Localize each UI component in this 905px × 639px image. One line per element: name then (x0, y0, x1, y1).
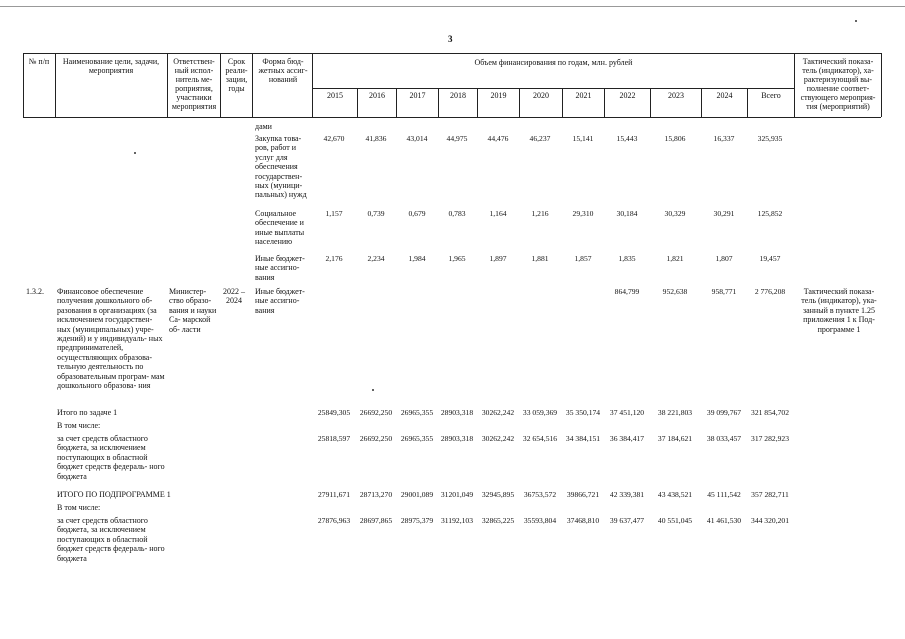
year-value: 43,014 (406, 134, 428, 143)
header-indicator: Тактический показа- тель (индикатор), ха- рактеризующий вы- полнение соответ- ствующего мероприя- тия (мероприятий) (800, 57, 876, 111)
year-value: 26692,250 (359, 408, 393, 417)
page-number: 3 (448, 34, 453, 44)
header-responsible: Ответствен- ный испол- нитель ме- роприятия, участники мероприятия (171, 57, 217, 111)
year-value: 26965,355 (400, 434, 434, 443)
year-value: 1,857 (574, 254, 592, 263)
header-financing: Объем финансирования по годам, млн. рублей (474, 58, 633, 67)
year-value: 37468,810 (566, 516, 600, 525)
header-year: 2022 (619, 91, 636, 100)
year-value: 44,975 (446, 134, 468, 143)
header-year: 2016 (369, 91, 385, 100)
year-value: 28713,270 (359, 490, 393, 499)
total-value: 19,457 (759, 254, 781, 263)
year-value: 1,164 (489, 209, 507, 218)
year-value: 1,216 (531, 209, 549, 218)
header-year: 2019 (490, 91, 507, 100)
year-value: 35593,804 (523, 516, 557, 525)
year-value: 2,176 (325, 254, 343, 263)
year-value: 40 551,045 (657, 516, 693, 525)
header-num: № п/п (28, 57, 50, 66)
year-value: 30,184 (616, 209, 638, 218)
year-value: 16,337 (713, 134, 735, 143)
header-year: 2020 (533, 91, 549, 100)
year-value: 28697,865 (359, 516, 393, 525)
year-value: 952,638 (662, 287, 688, 296)
year-value: 38 033,457 (706, 434, 742, 443)
scan-speck (134, 152, 136, 154)
year-value: 25849,305 (317, 408, 351, 417)
year-value: 42,670 (323, 134, 345, 143)
year-value: 32 654,516 (522, 434, 558, 443)
header-year: 2021 (575, 91, 592, 100)
year-value: 45 111,542 (707, 490, 741, 499)
year-value: 1,881 (531, 254, 549, 263)
year-value: 28975,379 (400, 516, 434, 525)
total-value: 317 282,923 (751, 434, 789, 443)
scan-speck (372, 389, 374, 391)
year-value: 25818,597 (317, 434, 351, 443)
total-value: 325,935 (757, 134, 783, 143)
header-year: 2018 (450, 91, 466, 100)
year-value: 15,443 (616, 134, 638, 143)
year-value: 0,739 (367, 209, 385, 218)
year-value: 1,807 (715, 254, 733, 263)
year-value: 38 221,803 (657, 408, 693, 417)
year-value: 46,237 (529, 134, 551, 143)
year-value: 41,836 (365, 134, 387, 143)
year-value: 36 384,417 (609, 434, 645, 443)
year-value: 15,141 (572, 134, 594, 143)
subtotal-label: за счет средств областного бюджета, за исключением поступающих в областной бюджет средств федераль- ного бюджета (57, 516, 165, 563)
header-year: 2023 (668, 91, 684, 100)
year-value: 1,897 (489, 254, 507, 263)
header-term: Срок реали- зации, годы (225, 57, 248, 93)
year-value: 1,821 (666, 254, 684, 263)
year-value: 30262,242 (481, 434, 515, 443)
year-value: 28903,318 (440, 408, 474, 417)
subtotal-label: за счет средств областного бюджета, за исключением поступающих в областной бюджет средств федераль- ного бюджета (57, 434, 165, 481)
year-value: 15,806 (664, 134, 686, 143)
year-value: 864,799 (614, 287, 640, 296)
year-value: 28903,318 (440, 434, 474, 443)
total-value: 125,852 (757, 209, 783, 218)
header-year: 2015 (327, 91, 343, 100)
year-value: 36753,572 (523, 490, 557, 499)
year-value: 30262,242 (481, 408, 515, 417)
year-value: 34 384,151 (565, 434, 601, 443)
total-label: Итого по задаче 1 (57, 408, 118, 417)
subtotal-label: В том числе: (57, 503, 101, 512)
form-cell: Иные бюджет- ные ассигно- вания (255, 254, 305, 282)
scan-edge-line (0, 6, 905, 7)
year-value: 0,679 (408, 209, 426, 218)
header-year-total: Всего (761, 91, 781, 100)
year-value: 30,329 (664, 209, 686, 218)
form-cell: Иные бюджет- ные ассигно- вания (255, 287, 305, 315)
year-value: 31192,103 (441, 516, 473, 525)
year-value: 26965,355 (400, 408, 434, 417)
year-value: 2,234 (367, 254, 385, 263)
year-value: 39 637,477 (609, 516, 645, 525)
measure-name: Финансовое обеспечение получения дошкольного об- разования в организациях (за исключением государствен- ных (муниципальных) учре- ждений) и у индивидуаль- ных предпринимателей, осуществляющих образова- тельную деятельность по образовательным програм- мам дошкольного образова- ния (57, 287, 165, 391)
year-value: 958,771 (711, 287, 737, 296)
year-value: 29001,089 (400, 490, 434, 499)
year-value: 33 059,369 (522, 408, 558, 417)
year-value: 44,476 (487, 134, 509, 143)
year-value: 1,965 (448, 254, 466, 263)
year-value: 29,310 (572, 209, 594, 218)
year-value: 1,157 (325, 209, 343, 218)
year-value: 43 438,521 (657, 490, 693, 499)
year-value: 39 099,767 (706, 408, 742, 417)
year-value: 39866,721 (566, 490, 600, 499)
total-value: 344 320,201 (751, 516, 789, 525)
indicator-cell: Тактический показа- тель (индикатор), ука- занный в пункте 1.25 приложения 1 к Под- программе 1 (801, 287, 877, 334)
year-value: 37 184,621 (657, 434, 693, 443)
header-name: Наименование цели, задачи, мероприятия (62, 57, 160, 75)
year-value: 26692,250 (359, 434, 393, 443)
term-cell: 2022 – 2024 (223, 287, 245, 306)
year-value: 1,984 (408, 254, 426, 263)
total-value: 2 776,208 (754, 287, 786, 296)
year-value: 32865,225 (481, 516, 515, 525)
year-value: 27876,963 (317, 516, 351, 525)
header-year: 2017 (409, 91, 426, 100)
row-num: 1.3.2. (26, 287, 44, 296)
year-value: 27911,671 (318, 490, 350, 499)
form-cell: Закупка това- ров, работ и услуг для обеспечения государствен- ных (муници- пальных) нужд (255, 134, 307, 200)
total-label: ИТОГО ПО ПОДПРОГРАММЕ 1 (57, 490, 171, 499)
year-value: 31201,049 (440, 490, 474, 499)
year-value: 41 461,530 (706, 516, 742, 525)
year-value: 42 339,381 (609, 490, 645, 499)
responsible-cell: Министер- ство образо- вания и науки Са- марской об- ласти (169, 287, 217, 334)
form-cell: Социальное обеспечение и иные выплаты населению (255, 209, 305, 247)
year-value: 37 451,120 (609, 408, 645, 417)
total-value: 321 854,702 (751, 408, 789, 417)
header-year: 2024 (716, 91, 733, 100)
total-value: 357 282,711 (751, 490, 789, 499)
scan-speck (855, 20, 857, 22)
year-value: 0,783 (448, 209, 466, 218)
year-value: 35 350,174 (565, 408, 601, 417)
subtotal-label: В том числе: (57, 421, 101, 430)
header-form: Форма бюд- жетных ассиг- нований (258, 57, 308, 84)
form-cell: дами (255, 122, 272, 131)
year-value: 30,291 (713, 209, 735, 218)
year-value: 1,835 (618, 254, 636, 263)
year-value: 32945,895 (481, 490, 515, 499)
